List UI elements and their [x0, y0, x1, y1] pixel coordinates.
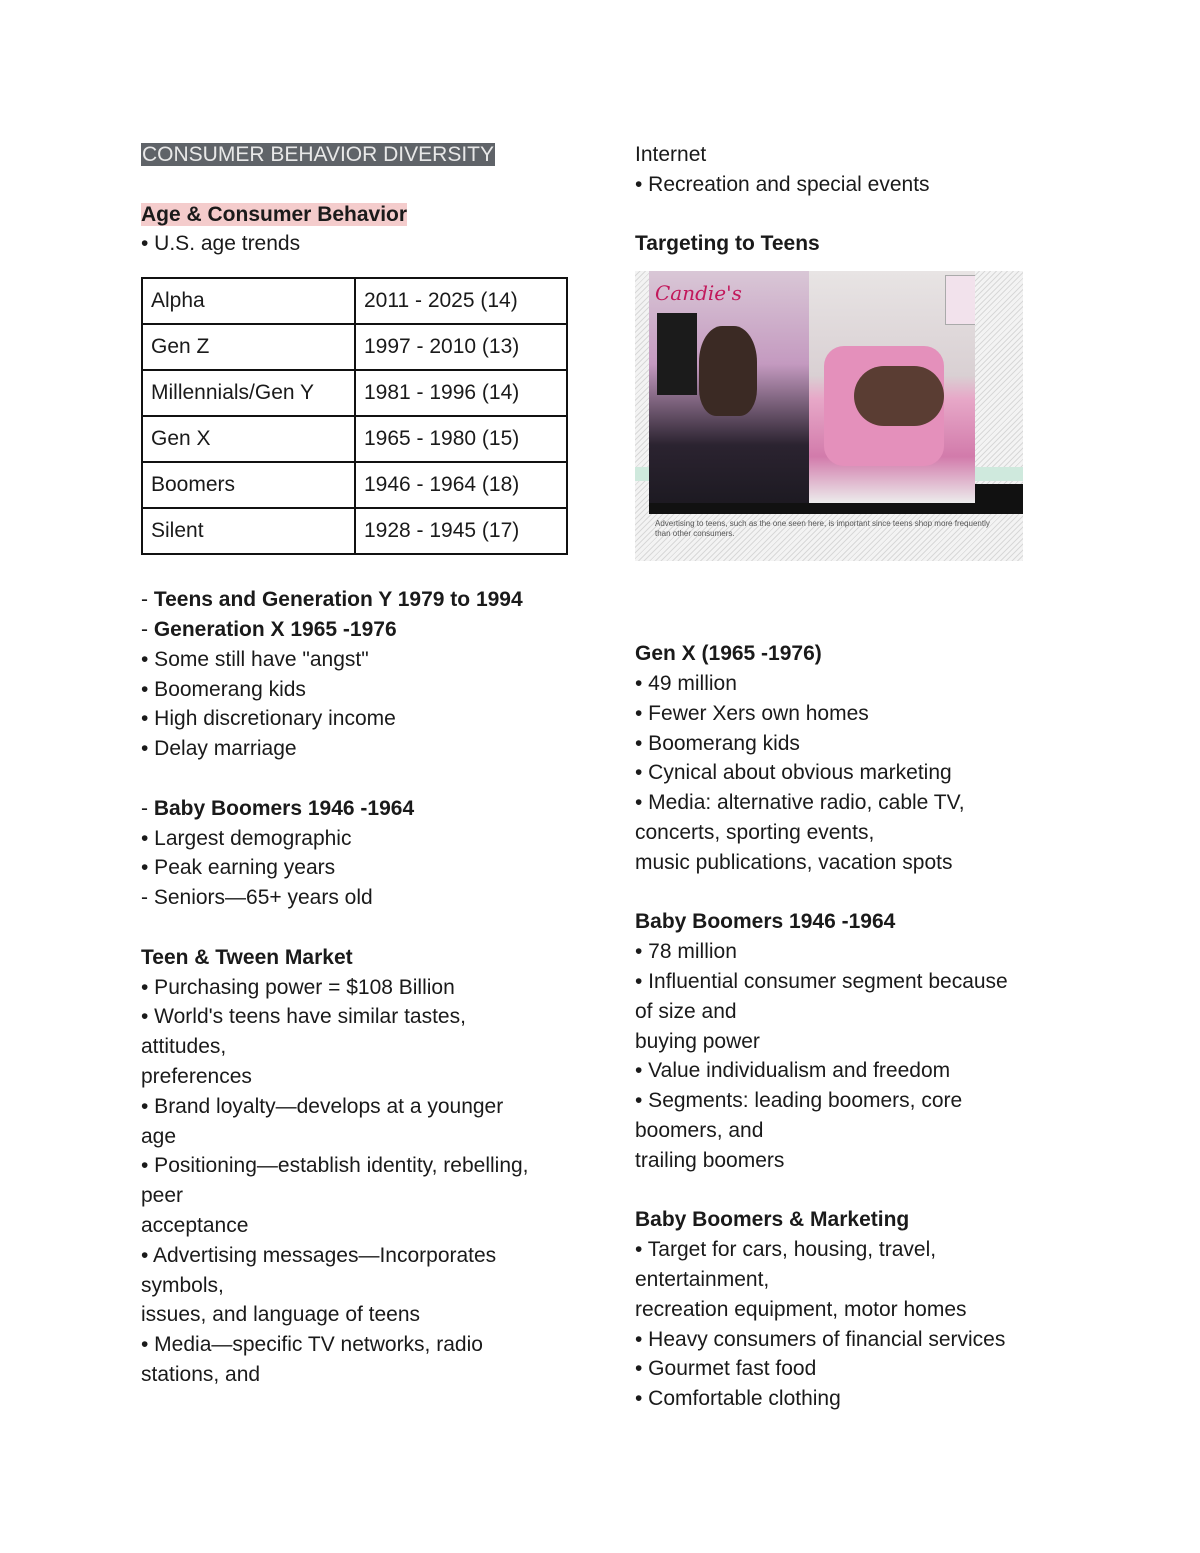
spacer	[635, 1176, 1065, 1206]
boomers-heading: Baby Boomers 1946 -1964	[635, 910, 896, 934]
table-row	[142, 462, 567, 508]
list-item: • Comfortable clothing	[635, 1387, 841, 1411]
list-item: • Cynical about obvious marketing	[635, 761, 952, 785]
list-item: trailing boomers	[635, 1148, 785, 1172]
table-cell: Alpha	[142, 278, 355, 324]
spacer	[141, 764, 581, 794]
list-item: peer	[141, 1184, 184, 1208]
list-item: attitudes,	[141, 1035, 227, 1059]
candies-ad-image	[635, 271, 1023, 561]
ad-model	[854, 366, 944, 426]
ad-text-box	[657, 313, 697, 395]
spacer	[141, 913, 581, 943]
list-item: buying power	[635, 1029, 760, 1053]
age-trends-bullet: • U.S. age trends	[141, 232, 301, 256]
ad-portrait	[699, 326, 757, 416]
ad-caption: Advertising to teens, such as the one seen here, is important since teens shop more frequently than other consumers.	[655, 519, 990, 539]
list-item: • 49 million	[635, 671, 737, 695]
list-item: • Peak earning years	[141, 856, 336, 880]
list-item: • Media—specific TV networks, radio	[141, 1333, 483, 1357]
list-item: entertainment,	[635, 1267, 770, 1291]
ad-inset	[945, 275, 975, 325]
list-item: boomers, and	[635, 1118, 764, 1142]
list-item: • Influential consumer segment because	[635, 969, 1008, 993]
list-item: music publications, vacation spots	[635, 850, 953, 874]
list-item: - Seniors—65+ years old	[141, 886, 373, 910]
marketing-heading: Baby Boomers & Marketing	[635, 1208, 910, 1232]
genx-heading: Gen X (1965 -1976)	[635, 642, 822, 666]
list-item: • Advertising messages—Incorporates	[141, 1243, 497, 1267]
list-item: • Target for cars, housing, travel,	[635, 1238, 937, 1262]
page-title: CONSUMER BEHAVIOR DIVERSITY	[142, 143, 494, 166]
list-item: • Some still have "angst"	[141, 647, 369, 671]
table-cell: 1965 - 1980 (15)	[355, 416, 567, 462]
right-column	[635, 140, 1065, 1414]
table-row	[142, 508, 567, 554]
table-cell: Gen X	[142, 416, 355, 462]
list-item: stations, and	[141, 1362, 261, 1386]
list-item: issues, and language of teens	[141, 1303, 421, 1327]
table-cell: 1997 - 2010 (13)	[355, 324, 567, 370]
list-item: • Segments: leading boomers, core	[635, 1089, 963, 1113]
age-heading: Age & Consumer Behavior	[141, 202, 408, 226]
list-item: • Delay marriage	[141, 737, 297, 761]
table-cell: 1946 - 1964 (18)	[355, 462, 567, 508]
list-item: • High discretionary income	[141, 707, 396, 731]
list-item: • Purchasing power = $108 Billion	[141, 975, 455, 999]
list-item: Internet	[635, 143, 707, 166]
list-item: • Gourmet fast food	[635, 1357, 817, 1381]
list-item: • Positioning—establish identity, rebelling,	[141, 1154, 529, 1178]
list-item: • Boomerang kids	[635, 731, 800, 755]
list-item: age	[141, 1124, 177, 1148]
list-item: of size and	[635, 999, 737, 1023]
ad-photo	[649, 271, 975, 503]
gen-item: - Teens and Generation Y 1979 to 1994	[141, 588, 523, 612]
list-item: preferences	[141, 1064, 252, 1088]
ad-logo: Candie's	[655, 281, 742, 306]
table-cell: Gen Z	[142, 324, 355, 370]
left-column	[141, 140, 581, 1390]
targeting-heading: Targeting to Teens	[635, 232, 820, 256]
list-item: • Brand loyalty—develops at a younger	[141, 1094, 504, 1118]
generation-table	[141, 277, 568, 555]
table-cell: Silent	[142, 508, 355, 554]
boomers-heading: - Baby Boomers 1946 -1964	[141, 796, 415, 820]
list-item: • Largest demographic	[141, 826, 352, 850]
table-cell: 1981 - 1996 (14)	[355, 370, 567, 416]
table-cell: Boomers	[142, 462, 355, 508]
list-item: • World's teens have similar tastes,	[141, 1005, 466, 1029]
table-row	[142, 370, 567, 416]
spacer	[635, 200, 1065, 230]
table-cell: 2011 - 2025 (14)	[355, 278, 567, 324]
list-item: • Boomerang kids	[141, 677, 306, 701]
list-item: concerts, sporting events,	[635, 820, 875, 844]
table-row	[142, 324, 567, 370]
list-item: • Value individualism and freedom	[635, 1059, 951, 1083]
list-item: recreation equipment, motor homes	[635, 1297, 967, 1321]
list-item: symbols,	[141, 1273, 224, 1297]
gen-item: - Generation X 1965 -1976	[141, 617, 397, 641]
spacer	[141, 170, 581, 200]
table-row	[142, 416, 567, 462]
list-item: acceptance	[141, 1213, 249, 1237]
table-cell: Millennials/Gen Y	[142, 370, 355, 416]
table-row	[142, 278, 567, 324]
teen-heading: Teen & Tween Market	[141, 945, 353, 969]
list-item: • Heavy consumers of financial services	[635, 1327, 1006, 1351]
list-item: • Fewer Xers own homes	[635, 701, 869, 725]
spacer	[635, 878, 1065, 908]
table-cell: 1928 - 1945 (17)	[355, 508, 567, 554]
list-item: • 78 million	[635, 940, 737, 964]
list-item: • Media: alternative radio, cable TV,	[635, 791, 965, 815]
list-item: • Recreation and special events	[635, 172, 930, 196]
